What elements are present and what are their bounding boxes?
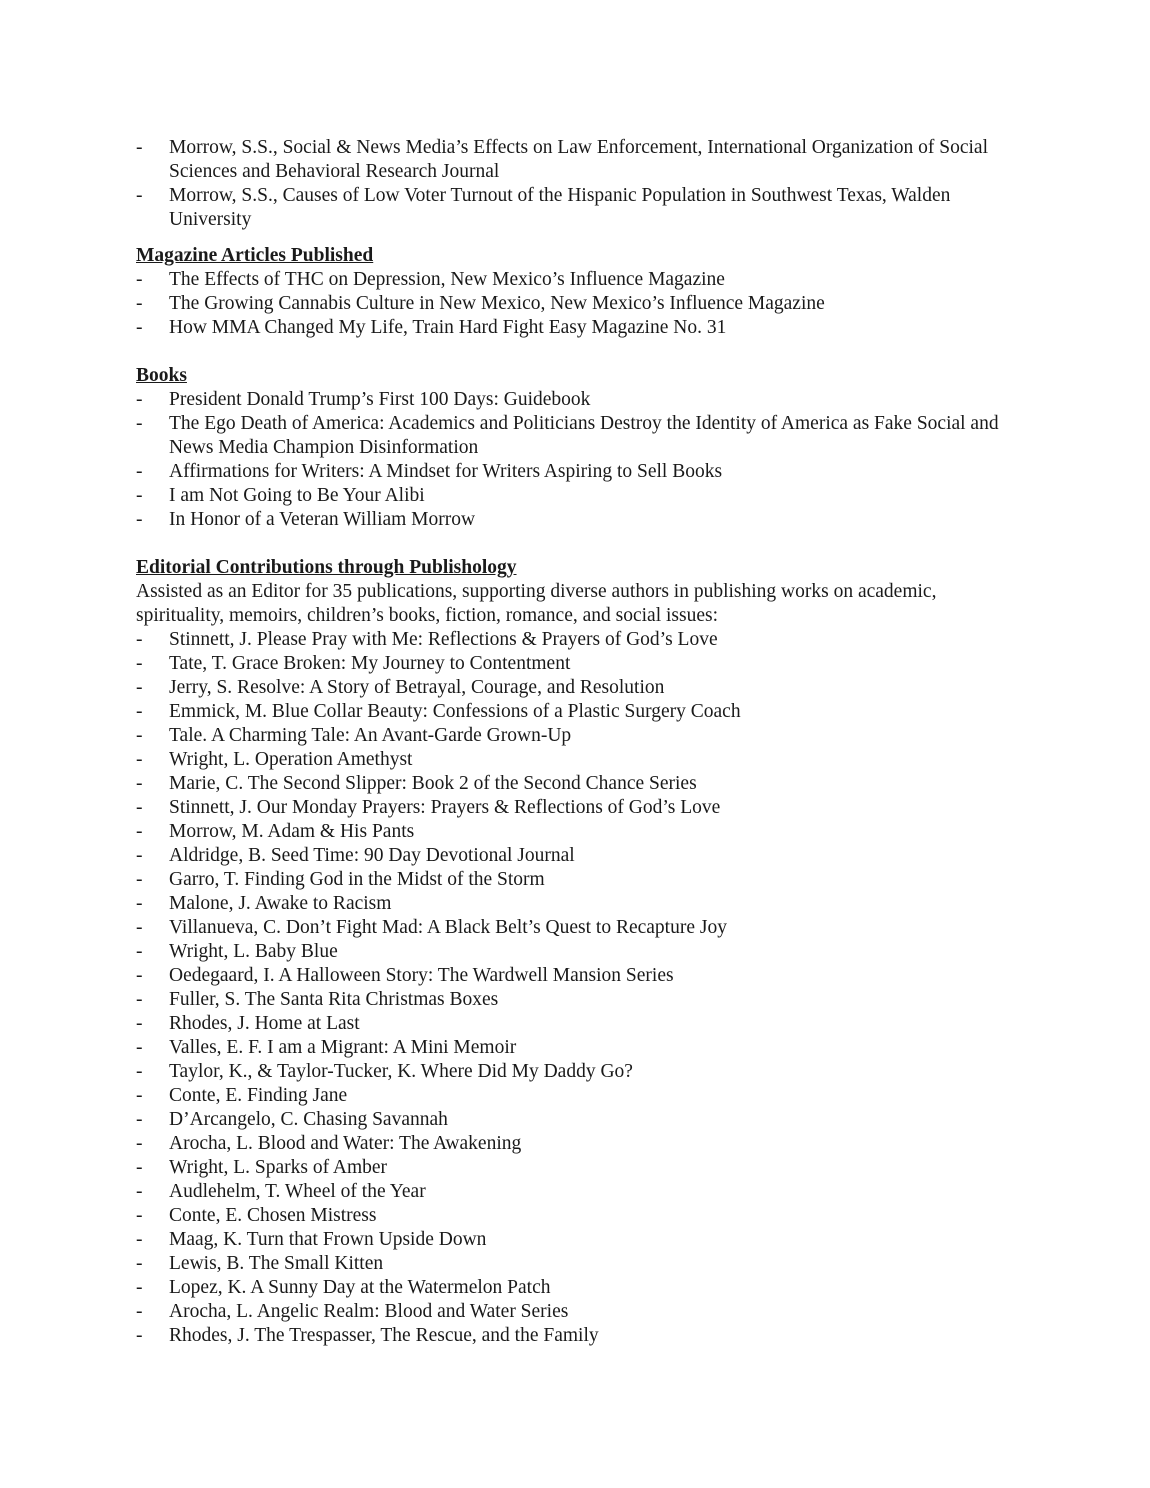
list-item-text: Morrow, M. Adam & His Pants bbox=[169, 821, 415, 842]
list-item bbox=[136, 892, 1016, 916]
bullet-dash: - bbox=[136, 629, 143, 650]
bullet-dash: - bbox=[136, 941, 143, 962]
list-item-text: Villanueva, C. Don’t Fight Mad: A Black Belt’s Quest to Recapture Joy bbox=[169, 917, 727, 938]
list-item-text: President Donald Trump’s First 100 Days: Guidebook bbox=[169, 389, 591, 410]
list-item bbox=[136, 136, 1016, 184]
list-item bbox=[136, 940, 1016, 964]
bullet-dash: - bbox=[136, 749, 143, 770]
bullet-dash: - bbox=[136, 965, 143, 986]
bullet-dash: - bbox=[136, 413, 143, 434]
bullet-dash: - bbox=[136, 185, 143, 206]
list-item bbox=[136, 1324, 1016, 1348]
list-item bbox=[136, 964, 1016, 988]
list-item bbox=[136, 796, 1016, 820]
list-item bbox=[136, 1204, 1016, 1228]
bullet-dash: - bbox=[136, 869, 143, 890]
bullet-dash: - bbox=[136, 1109, 143, 1130]
list-item bbox=[136, 724, 1016, 748]
list-item-text: Aldridge, B. Seed Time: 90 Day Devotional Journal bbox=[169, 845, 575, 866]
list-item bbox=[136, 1012, 1016, 1036]
list-item-text: Valles, E. F. I am a Migrant: A Mini Memoir bbox=[169, 1037, 517, 1058]
spacer bbox=[136, 532, 1016, 556]
bullet-dash: - bbox=[136, 1061, 143, 1082]
bullet-dash: - bbox=[136, 461, 143, 482]
magazine-heading: Magazine Articles Published bbox=[136, 245, 374, 266]
bullet-dash: - bbox=[136, 485, 143, 506]
editorial-heading: Editorial Contributions through Publishology bbox=[136, 557, 517, 578]
list-item-text: Tate, T. Grace Broken: My Journey to Contentment bbox=[169, 653, 571, 674]
list-item bbox=[136, 988, 1016, 1012]
list-item bbox=[136, 292, 1016, 316]
bullet-dash: - bbox=[136, 509, 143, 530]
list-item bbox=[136, 184, 1016, 232]
list-item-text: The Ego Death of America: Academics and Politicians Destroy the Identity of America as Fake Social and News Media Champion Disinformation bbox=[169, 413, 999, 458]
spacer bbox=[136, 340, 1016, 364]
books-heading: Books bbox=[136, 365, 187, 386]
list-item bbox=[136, 820, 1016, 844]
list-item-text: Conte, E. Finding Jane bbox=[169, 1085, 348, 1106]
list-item-text: Affirmations for Writers: A Mindset for Writers Aspiring to Sell Books bbox=[169, 461, 723, 482]
list-item-text: Morrow, S.S., Causes of Low Voter Turnout of the Hispanic Population in Southwest Texas, Walden University bbox=[169, 185, 951, 230]
list-item bbox=[136, 1036, 1016, 1060]
papers-list bbox=[136, 136, 1016, 232]
bullet-dash: - bbox=[136, 653, 143, 674]
editorial-list bbox=[136, 628, 1016, 1348]
bullet-dash: - bbox=[136, 1253, 143, 1274]
list-item bbox=[136, 1228, 1016, 1252]
list-item bbox=[136, 1132, 1016, 1156]
list-item-text: Audlehelm, T. Wheel of the Year bbox=[169, 1181, 426, 1202]
list-item-text: Emmick, M. Blue Collar Beauty: Confessions of a Plastic Surgery Coach bbox=[169, 701, 741, 722]
bullet-dash: - bbox=[136, 1037, 143, 1058]
list-item bbox=[136, 1084, 1016, 1108]
list-item-text: Marie, C. The Second Slipper: Book 2 of the Second Chance Series bbox=[169, 773, 697, 794]
bullet-dash: - bbox=[136, 1181, 143, 1202]
list-item bbox=[136, 628, 1016, 652]
list-item bbox=[136, 484, 1016, 508]
list-item bbox=[136, 1300, 1016, 1324]
list-item-text: Tale. A Charming Tale: An Avant-Garde Grown-Up bbox=[169, 725, 572, 746]
list-item-text: Wright, L. Sparks of Amber bbox=[169, 1157, 388, 1178]
list-item-text: Morrow, S.S., Social & News Media’s Effects on Law Enforcement, International Organization of Social Sciences and Behavioral Research Journal bbox=[169, 137, 988, 182]
bullet-dash: - bbox=[136, 1085, 143, 1106]
list-item bbox=[136, 676, 1016, 700]
list-item-text: Rhodes, J. Home at Last bbox=[169, 1013, 360, 1034]
list-item-text: Oedegaard, I. A Halloween Story: The Wardwell Mansion Series bbox=[169, 965, 674, 986]
list-item-text: Arocha, L. Blood and Water: The Awakening bbox=[169, 1133, 522, 1154]
bullet-dash: - bbox=[136, 701, 143, 722]
list-item-text: Taylor, K., & Taylor-Tucker, K. Where Did My Daddy Go? bbox=[169, 1061, 633, 1082]
list-item bbox=[136, 1156, 1016, 1180]
magazine-list bbox=[136, 268, 1016, 340]
list-item bbox=[136, 652, 1016, 676]
books-list bbox=[136, 388, 1016, 532]
bullet-dash: - bbox=[136, 1277, 143, 1298]
bullet-dash: - bbox=[136, 317, 143, 338]
bullet-dash: - bbox=[136, 773, 143, 794]
list-item-text: Wright, L. Operation Amethyst bbox=[169, 749, 413, 770]
list-item bbox=[136, 508, 1016, 532]
list-item bbox=[136, 1276, 1016, 1300]
list-item bbox=[136, 700, 1016, 724]
bullet-dash: - bbox=[136, 893, 143, 914]
bullet-dash: - bbox=[136, 1325, 143, 1346]
bullet-dash: - bbox=[136, 989, 143, 1010]
document-page bbox=[136, 136, 1016, 1348]
bullet-dash: - bbox=[136, 1301, 143, 1322]
bullet-dash: - bbox=[136, 845, 143, 866]
list-item-text: Lewis, B. The Small Kitten bbox=[169, 1253, 384, 1274]
bullet-dash: - bbox=[136, 1205, 143, 1226]
list-item-text: The Effects of THC on Depression, New Mexico’s Influence Magazine bbox=[169, 269, 725, 290]
bullet-dash: - bbox=[136, 797, 143, 818]
bullet-dash: - bbox=[136, 821, 143, 842]
list-item-text: Arocha, L. Angelic Realm: Blood and Water Series bbox=[169, 1301, 569, 1322]
spacer bbox=[136, 232, 1016, 244]
bullet-dash: - bbox=[136, 1157, 143, 1178]
list-item-text: Garro, T. Finding God in the Midst of the Storm bbox=[169, 869, 545, 890]
list-item-text: In Honor of a Veteran William Morrow bbox=[169, 509, 476, 530]
bullet-dash: - bbox=[136, 917, 143, 938]
bullet-dash: - bbox=[136, 269, 143, 290]
bullet-dash: - bbox=[136, 389, 143, 410]
list-item bbox=[136, 844, 1016, 868]
list-item bbox=[136, 460, 1016, 484]
list-item-text: Jerry, S. Resolve: A Story of Betrayal, Courage, and Resolution bbox=[169, 677, 665, 698]
list-item-text: Conte, E. Chosen Mistress bbox=[169, 1205, 377, 1226]
list-item-text: Maag, K. Turn that Frown Upside Down bbox=[169, 1229, 487, 1250]
list-item bbox=[136, 1108, 1016, 1132]
bullet-dash: - bbox=[136, 1013, 143, 1034]
list-item-text: The Growing Cannabis Culture in New Mexico, New Mexico’s Influence Magazine bbox=[169, 293, 825, 314]
list-item-text: Stinnett, J. Our Monday Prayers: Prayers & Reflections of God’s Love bbox=[169, 797, 721, 818]
bullet-dash: - bbox=[136, 293, 143, 314]
bullet-dash: - bbox=[136, 1229, 143, 1250]
list-item bbox=[136, 748, 1016, 772]
list-item bbox=[136, 388, 1016, 412]
editorial-intro: Assisted as an Editor for 35 publications, supporting diverse authors in publishing works on academic, spirituality, memoirs, children’s books, fiction, romance, and social issues: bbox=[136, 581, 937, 626]
list-item-text: Malone, J. Awake to Racism bbox=[169, 893, 392, 914]
list-item-text: Rhodes, J. The Trespasser, The Rescue, and the Family bbox=[169, 1325, 599, 1346]
list-item bbox=[136, 316, 1016, 340]
bullet-dash: - bbox=[136, 725, 143, 746]
list-item bbox=[136, 1252, 1016, 1276]
list-item bbox=[136, 868, 1016, 892]
list-item-text: D’Arcangelo, C. Chasing Savannah bbox=[169, 1109, 448, 1130]
list-item-text: Wright, L. Baby Blue bbox=[169, 941, 338, 962]
list-item-text: I am Not Going to Be Your Alibi bbox=[169, 485, 425, 506]
list-item-text: How MMA Changed My Life, Train Hard Fight Easy Magazine No. 31 bbox=[169, 317, 727, 338]
bullet-dash: - bbox=[136, 677, 143, 698]
list-item bbox=[136, 412, 1016, 460]
list-item bbox=[136, 1060, 1016, 1084]
list-item-text: Stinnett, J. Please Pray with Me: Reflections & Prayers of God’s Love bbox=[169, 629, 718, 650]
list-item-text: Fuller, S. The Santa Rita Christmas Boxes bbox=[169, 989, 499, 1010]
list-item-text: Lopez, K. A Sunny Day at the Watermelon Patch bbox=[169, 1277, 551, 1298]
list-item bbox=[136, 268, 1016, 292]
bullet-dash: - bbox=[136, 1133, 143, 1154]
list-item bbox=[136, 772, 1016, 796]
list-item bbox=[136, 1180, 1016, 1204]
list-item bbox=[136, 916, 1016, 940]
bullet-dash: - bbox=[136, 137, 143, 158]
